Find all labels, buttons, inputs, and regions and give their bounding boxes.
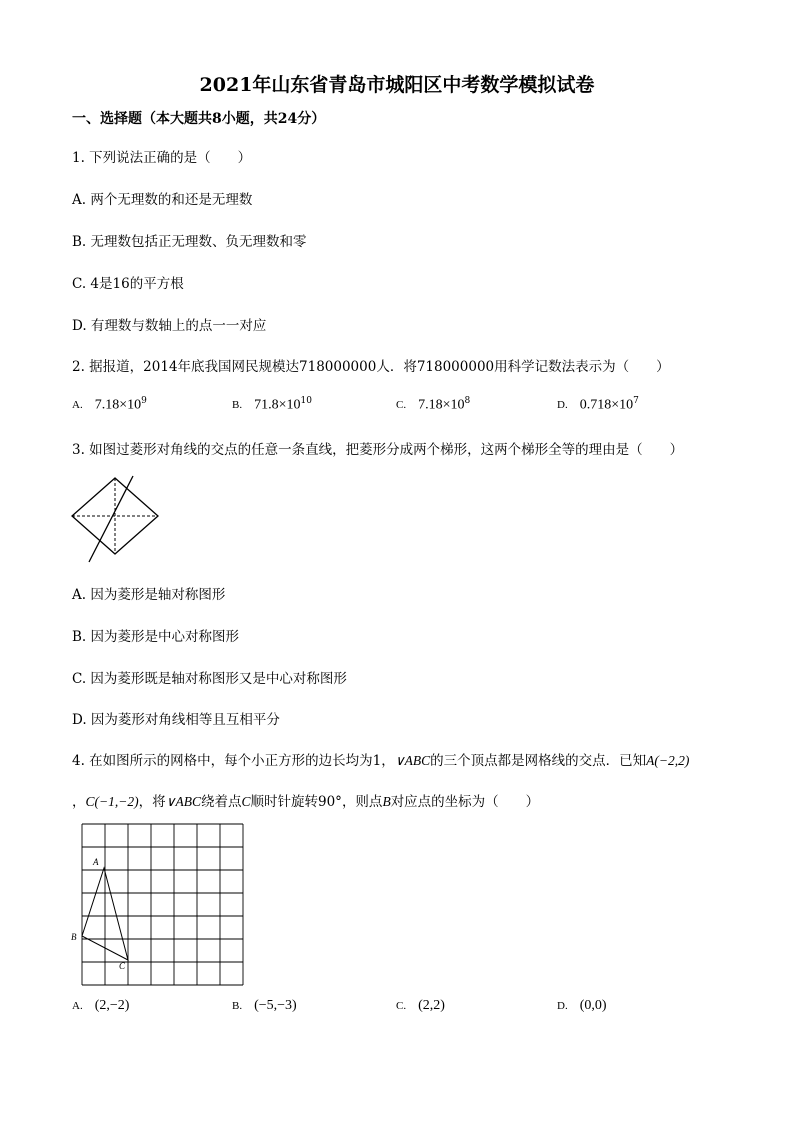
- question-4-option-b: B. (−5,−3): [232, 998, 297, 1013]
- question-3-option-c: C. 因为菱形既是轴对称图形又是中心对称图形: [72, 671, 347, 687]
- question-2-option-a: A. $7.18\times 10^9$: [72, 396, 147, 413]
- label-c: C: [119, 961, 126, 971]
- paper-title: 2021年山东省青岛市城阳区中考数学模拟试卷: [199, 74, 595, 96]
- question-3-stem: 3. 如图过菱形对角线的交点的任意一条直线，把菱形分成两个梯形，这两个梯形全等的理由是（ ）: [72, 442, 684, 458]
- question-4-option-c: C. (2,2): [396, 998, 445, 1013]
- grid-lines: [82, 824, 243, 985]
- question-2-option-c: C. $7.18\times 10^8$: [396, 396, 471, 413]
- question-4-option-d: D. (0,0): [557, 998, 607, 1013]
- question-1-option-b: B. 无理数包括正无理数、负无理数和零: [72, 234, 307, 250]
- question-2-option-d: D. $0.718\times 10^7$: [557, 396, 639, 413]
- rhombus-figure: [70, 476, 162, 566]
- label-b: B: [71, 932, 77, 942]
- dividing-line: [89, 476, 133, 562]
- question-4-stem-line-2: ，C(−1,−2)，将∨ABC绕着点C顺时针旋转90°，则点B对应点的坐标为（ ）: [72, 794, 540, 810]
- question-3-option-d: D. 因为菱形对角线相等且互相平分: [72, 712, 280, 728]
- question-4-stem-line-1: 4. 在如图所示的网格中，每个小正方形的边长均为1，∨ABC的三个顶点都是网格线的交点．已知A(−2,2): [72, 753, 690, 769]
- label-a: A: [93, 857, 99, 867]
- question-1-stem: 1. 下列说法正确的是（ ）: [72, 150, 252, 166]
- question-1-option-a: A. 两个无理数的和还是无理数: [72, 192, 253, 208]
- question-3-option-b: B. 因为菱形是中心对称图形: [72, 629, 240, 645]
- question-3-option-a: A. 因为菱形是轴对称图形: [72, 587, 226, 603]
- question-2-stem: 2. 据报道，2014年底我国网民规模达718000000人．将718000000用科学记数法表示为（ ）: [72, 359, 670, 375]
- question-2-option-b: B. $71.8\times 10^{10}$: [232, 396, 312, 413]
- triangle-abc-symbol: ∨ABC: [394, 753, 431, 768]
- point-c-coordinates: C(−1,−2): [85, 794, 139, 809]
- grid-figure: [70, 822, 246, 982]
- point-a-coordinates: A(−2,2): [646, 753, 690, 768]
- question-1-option-c: C. 4是16的平方根: [72, 276, 184, 292]
- question-1-option-d: D. 有理数与数轴上的点一一对应: [72, 318, 267, 334]
- question-4-option-a: A. (2,−2): [72, 998, 130, 1013]
- section-heading: 一、选择题（本大题共8小题，共24分）: [72, 111, 326, 127]
